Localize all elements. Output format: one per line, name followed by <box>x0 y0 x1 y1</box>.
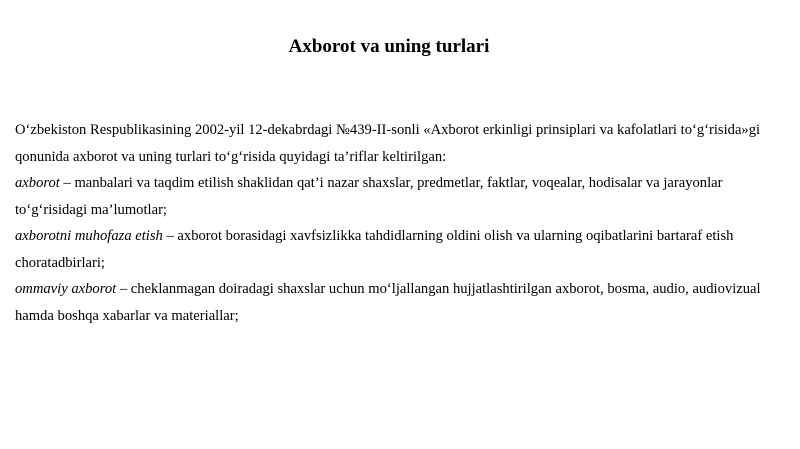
definition-term: ommaviy axborot <box>15 281 117 297</box>
definition-text: – axborot borasidagi xavfsizlikka tahdidlarning oldini olish va ularning oqibatlarini bartaraf etish choratadbirlari; <box>15 228 734 271</box>
document-body <box>15 117 790 329</box>
definition-ommaviy-axborot <box>15 276 790 329</box>
definition-text: – cheklanmagan doiradagi shaxslar uchun mo‘ljallangan hujjatlashtirilgan axborot, bosma, audio, audiovizual hamda boshqa xabarlar va materiallar; <box>15 281 761 324</box>
definition-term: axborotni muhofaza etish <box>15 228 163 244</box>
definition-text: – manbalari va taqdim etilish shaklidan qat’i nazar shaxslar, predmetlar, faktlar, voqealar, hodisalar va jarayonlar to‘g‘risidagi ma’lumotlar; <box>15 175 723 218</box>
definition-term: axborot <box>15 175 60 191</box>
definition-axborot <box>15 170 790 223</box>
definition-axborotni-muhofaza-etish <box>15 223 790 276</box>
document-title: Axborot va uning turlari <box>288 36 490 57</box>
intro-paragraph: O‘zbekiston Respublikasining 2002-yil 12-dekabrdagi №439-II-sonli «Axborot erkinligi prinsiplari va kafolatlari to‘g‘risida»gi qonunida axborot va uning turlari to‘g‘risida quyidagi ta’riflar keltirilgan: <box>15 122 761 165</box>
